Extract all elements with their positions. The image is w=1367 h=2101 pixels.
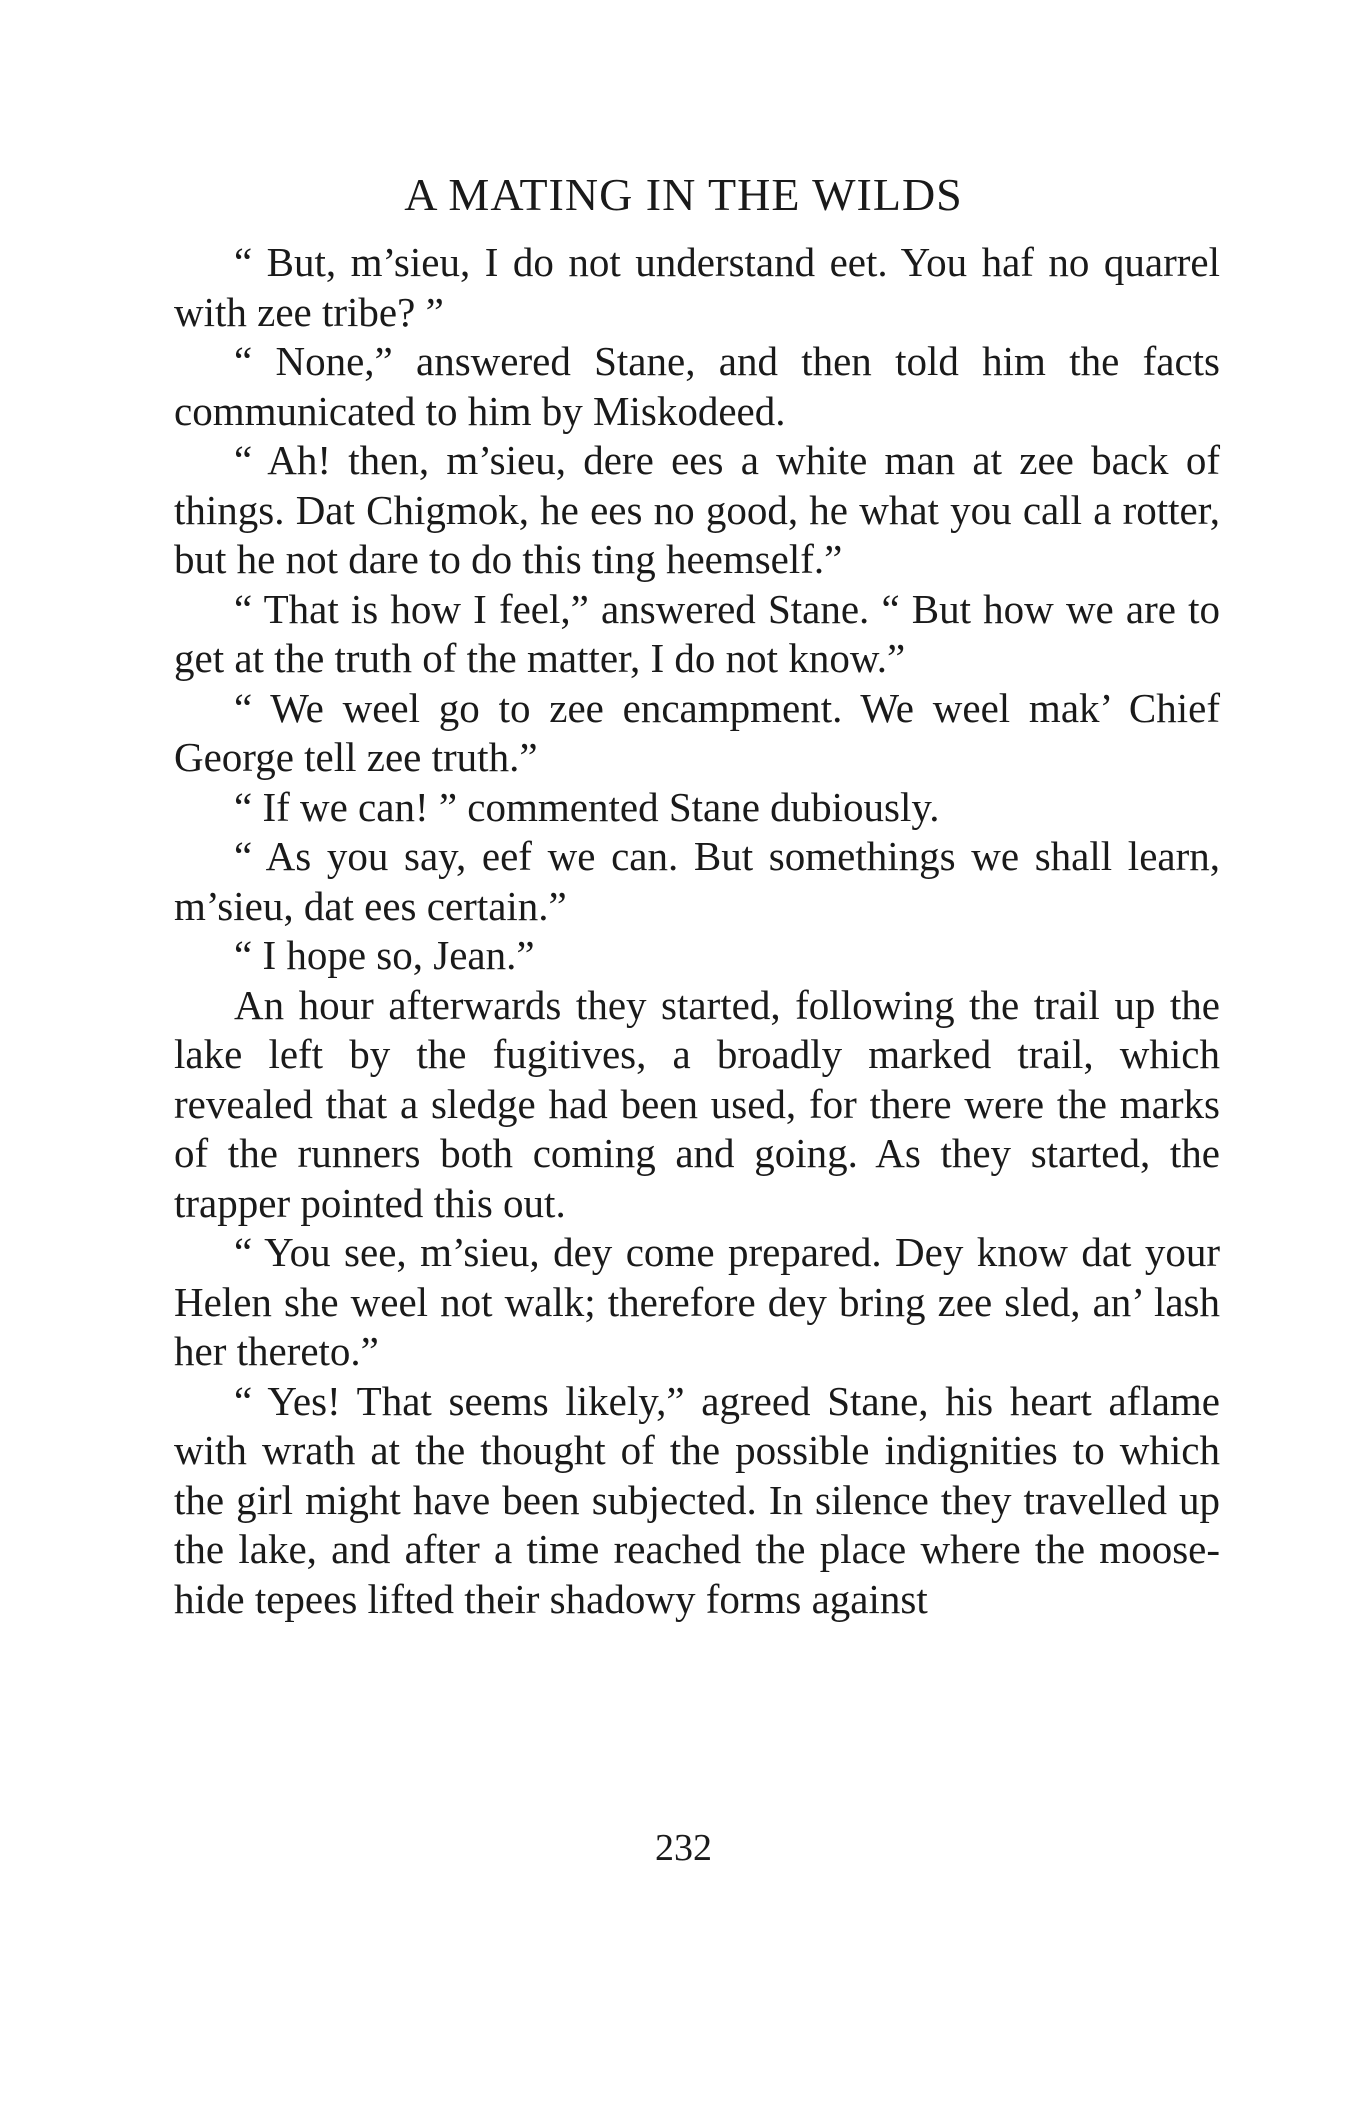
paragraph: “ We weel go to zee encampment. We weel mak’ Chief George tell zee truth.”: [174, 684, 1220, 780]
body-text: [174, 238, 1220, 1624]
running-title: A MATING IN THE WILDS: [404, 169, 963, 220]
page-number: 232: [655, 1827, 712, 1869]
paragraph: “ That is how I feel,” answered Stane. “ But how we are to get at the truth of the matter, I do not know.”: [174, 585, 1220, 681]
paragraph: “ You see, m’sieu, dey come prepared. Dey know dat your Helen she weel not walk; therefore dey bring zee sled, an’ lash her thereto.”: [174, 1229, 1220, 1374]
paragraph: “ As you say, eef we can. But somethings we shall learn, m’sieu, dat ees certain.”: [174, 833, 1220, 929]
paragraph: “ None,” answered Stane, and then told him the facts communicated to him by Miskodeed.: [174, 338, 1220, 434]
paragraph: “ If we can! ” commented Stane dubiously.: [234, 783, 940, 830]
paragraph: “ But, m’sieu, I do not understand eet. You haf no quarrel with zee tribe? ”: [174, 239, 1220, 335]
paragraph: “ Yes! That seems likely,” agreed Stane, his heart aflame with wrath at the thought of the possible indignities to which the girl might have been subjected. In silence they travelled up the lake, and after a time reached the place where the moose-hide tepees lifted their shadowy forms against: [174, 1377, 1220, 1622]
paragraph: “ I hope so, Jean.”: [234, 932, 535, 978]
paragraph: “ Ah! then, m’sieu, dere ees a white man at zee back of things. Dat Chigmok, he ees no good, he what you call a rotter, but he not dare to do this ting heemself.”: [174, 437, 1220, 582]
paragraph: An hour afterwards they started, following the trail up the lake left by the fugitives, a broadly marked trail, which revealed that a sledge had been used, for there were the marks of the runners both coming and going. As they started, the trapper pointed this out.: [174, 981, 1220, 1226]
